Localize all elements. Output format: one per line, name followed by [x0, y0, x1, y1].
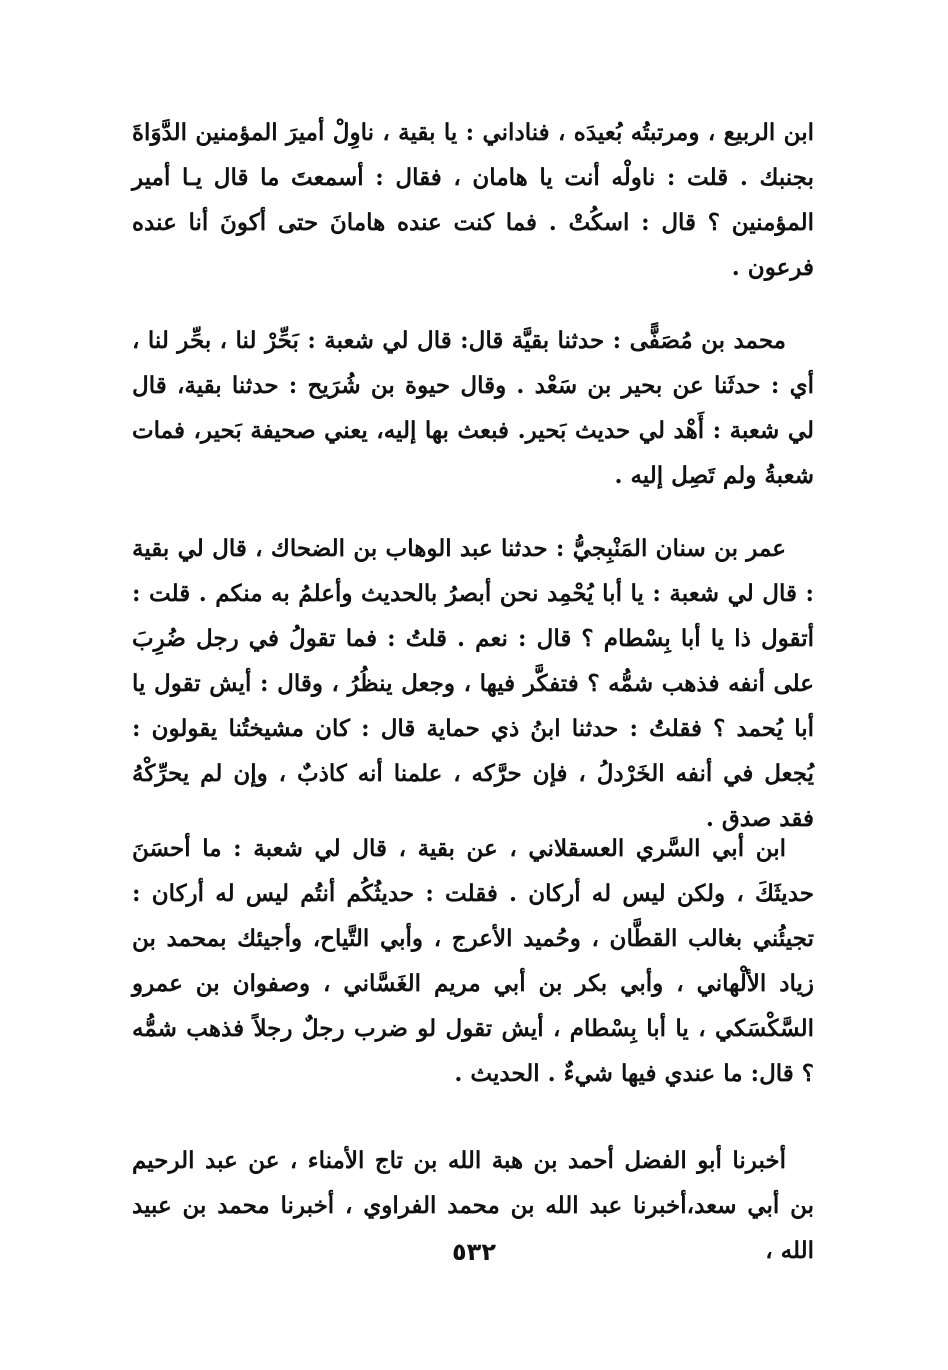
paragraph-2: محمد بن مُصَفًّى : حدثنا بقيَّة قال: قال لي شعبة : بَحِّرْ لنا ، بحِّر لنا ، أي : حدثَنا عن بحير بن سَعْد . وقال حيوة بن شُرَيح : حدثنا بقية، قال لي شعبة : أَهْد لي حديث بَحير. فبعث بها إليه، يعني صحيفة بَحير، فمات شعبةُ ولم تَصِل إليه .	[132, 327, 814, 489]
paragraph-5: أخبرنا أبو الفضل أحمد بن هبة الله بن تاج الأمناء ، عن عبد الرحيم بن أبي سعد،أخبرنا عبد الله بن محمد الفراوي ، أخبرنا محمد بن عبيد الله ،	[132, 1147, 814, 1264]
paragraph-4: ابن أبي السَّري العسقلاني ، عن بقية ، قال لي شعبة : ما أحسَنَ حديثَكَ ، ولكن ليس له أركان . فقلت : حديثُكُم أنتُم ليس له أركان : تجيئُني بغالب القطَّان ، وحُميد الأعرج ، وأبي التَّياح، وأجيئك بمحمد بن زياد الألْهاني ، وأبي بكر بن أبي مريم الغَسَّاني ، وصفوان بن عمرو السَّكْسَكي ، يا أبا بِسْطام ، أيش تقول لو ضرب رجلٌ رجلاً فذهب شمُّه ؟ قال: ما عندي فيها شيءٌ . الحديث .	[132, 835, 814, 1087]
paragraph-3: عمر بن سنان المَنْبِجيُّ : حدثنا عبد الوهاب بن الضحاك ، قال لي بقية : قال لي شعبة : يا أبا يُحْمِد نحن أبصرُ بالحديث وأعلمُ به منكم . قلت : أتقول ذا يا أبا بِسْطام ؟ قال : نعم . قلتُ : فما تقولُ في رجل ضُرِبَ على أنفه فذهب شمُّه ؟ فتفكَّر فيها ، وجعل ينظُرُ ، وقال : أيش تقول يا أبا يُحمد ؟ فقلتُ : حدثنا ابنُ ذي حماية قال : كان مشيختُنا يقولون : يُجعل في أنفه الخَرْدلُ ، فإن حرَّكه ، علمنا أنه كاذبٌ ، وإن لم يحرِّكْهُ فقد صدق .	[132, 535, 814, 832]
paragraph-1: ابن الربيع ، ومرتبتُه بُعيدَه ، فناداني : يا بقية ، ناوِلْ أميرَ المؤمنين الدَّوَاةَ بجنبك . قلت : ناولْه أنت يا هامان ، فقال : أسمعتَ ما قال يـا أمير المؤمنين ؟ قال : اسكُتْ . فما كنت عنده هامانَ حتى أكونَ أنا عنده فرعون .	[132, 119, 814, 281]
page-number: ٥٣٢	[452, 1238, 496, 1266]
